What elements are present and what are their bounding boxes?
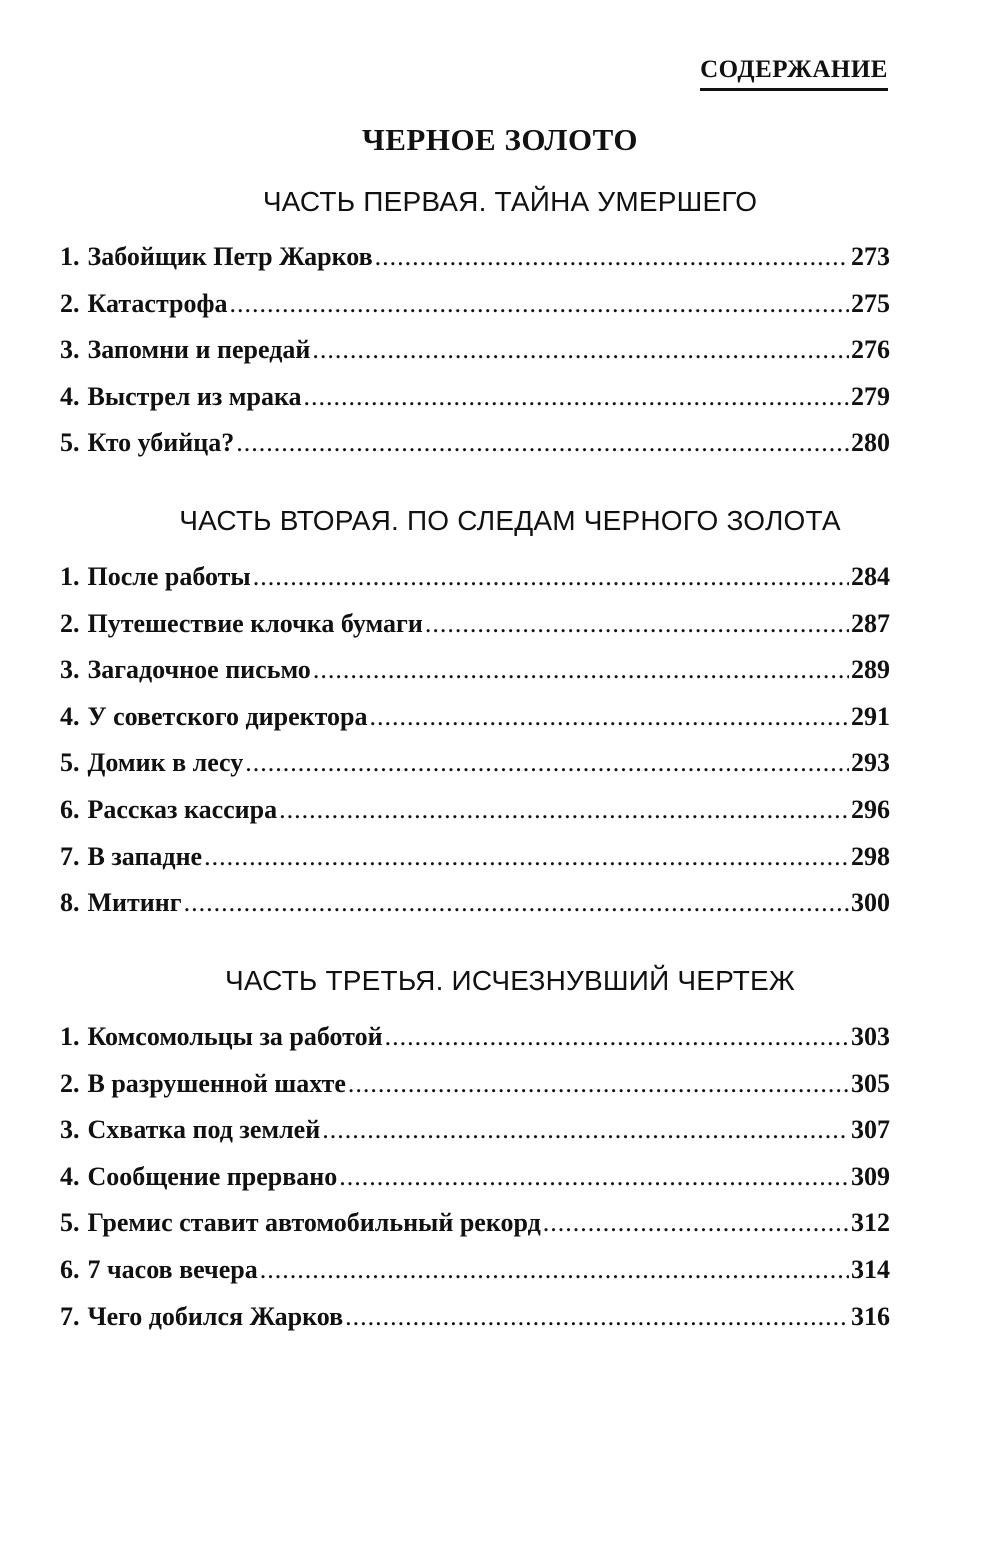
chapter-title: Гремис ставит автомобильный рекорд	[87, 1208, 541, 1238]
chapter-number: 2.	[60, 608, 80, 638]
dot-leader	[204, 842, 849, 872]
dot-leader	[236, 428, 849, 458]
chapter-title: Сообщение прервано	[87, 1161, 338, 1191]
chapter-page-number: 293	[851, 748, 890, 778]
dot-leader	[345, 1302, 849, 1332]
toc-entry	[60, 562, 890, 609]
dot-leader	[184, 888, 849, 918]
book-title: ЧЕРНОЕ ЗОЛОТО	[361, 122, 639, 157]
part-title-1: ЧАСТЬ ПЕРВАЯ. ТАЙНА УМЕРШЕГО	[262, 186, 758, 217]
chapter-title: В разрушенной шахте	[87, 1068, 346, 1098]
chapter-page-number: 289	[851, 655, 890, 685]
chapter-number: 5.	[60, 428, 80, 458]
dot-leader	[253, 562, 849, 592]
chapter-page-number: 298	[851, 841, 890, 871]
chapter-number: 5.	[60, 1208, 80, 1238]
chapter-number: 6.	[60, 794, 80, 824]
chapter-title: Митинг	[87, 888, 182, 918]
chapter-number: 3.	[60, 1115, 80, 1145]
toc-entry	[60, 1302, 890, 1349]
chapter-page-number: 305	[851, 1068, 890, 1098]
chapter-page-number: 314	[851, 1254, 890, 1284]
chapter-page-number: 287	[851, 608, 890, 638]
chapter-page-number: 279	[851, 381, 890, 411]
toc-list-part-2	[60, 562, 890, 935]
toc-entry	[60, 888, 890, 935]
toc-list-part-1	[60, 242, 890, 475]
chapter-number: 7.	[60, 1301, 80, 1331]
chapter-number: 4.	[60, 1161, 80, 1191]
toc-entry	[60, 1022, 890, 1069]
chapter-page-number: 307	[851, 1115, 890, 1145]
toc-entry	[60, 289, 890, 336]
toc-entry	[60, 242, 890, 289]
chapter-number: 4.	[60, 381, 80, 411]
toc-entry	[60, 428, 890, 475]
chapter-title: Кто убийца?	[87, 428, 235, 458]
part-title-3: ЧАСТЬ ТРЕТЬЯ. ИСЧЕЗНУВШИЙ ЧЕРТЕЖ	[225, 965, 795, 996]
dot-leader	[425, 609, 849, 639]
chapter-page-number: 273	[851, 242, 890, 271]
toc-entry	[60, 1069, 890, 1116]
chapter-number: 1.	[60, 242, 80, 271]
chapter-title: Путешествие клочка бумаги	[87, 608, 423, 638]
chapter-title: Чего добился Жарков	[87, 1301, 344, 1331]
chapter-title: Выстрел из мрака	[87, 381, 302, 411]
chapter-page-number: 316	[851, 1301, 890, 1331]
chapter-title: Катастрофа	[87, 288, 228, 318]
chapter-title: Схватка под землей	[87, 1115, 321, 1145]
chapter-page-number: 280	[851, 428, 890, 458]
chapter-title: Рассказ кассира	[87, 794, 278, 824]
dot-leader	[279, 795, 849, 825]
toc-entry	[60, 382, 890, 429]
dot-leader	[230, 289, 849, 319]
toc-entry	[60, 842, 890, 889]
chapter-title: Комсомольцы за работой	[87, 1022, 383, 1051]
chapter-number: 8.	[60, 888, 80, 918]
chapter-number: 2.	[60, 1068, 80, 1098]
dot-leader	[312, 335, 849, 365]
chapter-number: 6.	[60, 1254, 80, 1284]
toc-entry	[60, 702, 890, 749]
chapter-number: 5.	[60, 748, 80, 778]
running-head: СОДЕРЖАНИЕ	[700, 56, 888, 91]
part-title-2: ЧАСТЬ ВТОРАЯ. ПО СЛЕДАМ ЧЕРНОГО ЗОЛОТА	[179, 505, 841, 536]
toc-entry	[60, 1208, 890, 1255]
toc-entry	[60, 335, 890, 382]
toc-entry	[60, 1115, 890, 1162]
chapter-title: Домик в лесу	[87, 748, 244, 778]
dot-leader	[339, 1162, 849, 1192]
dot-leader	[375, 242, 849, 272]
toc-entry	[60, 609, 890, 656]
dot-leader	[369, 702, 849, 732]
chapter-title: Забойщик Петр Жарков	[87, 242, 373, 271]
toc-entry	[60, 795, 890, 842]
chapter-page-number: 309	[851, 1161, 890, 1191]
toc-entry	[60, 655, 890, 702]
chapter-page-number: 284	[851, 562, 890, 591]
chapter-page-number: 276	[851, 335, 890, 365]
chapter-title: 7 часов вечера	[87, 1254, 258, 1284]
chapter-page-number: 291	[851, 701, 890, 731]
chapter-page-number: 300	[851, 888, 890, 918]
chapter-title: Загадочное письмо	[87, 655, 311, 685]
chapter-page-number: 303	[851, 1022, 890, 1051]
dot-leader	[260, 1255, 849, 1285]
chapter-page-number: 275	[851, 288, 890, 318]
dot-leader	[245, 748, 849, 778]
chapter-title: Запомни и передай	[87, 335, 311, 365]
dot-leader	[348, 1069, 849, 1099]
chapter-page-number: 312	[851, 1208, 890, 1238]
dot-leader	[313, 655, 849, 685]
chapter-title: После работы	[87, 562, 251, 591]
dot-leader	[322, 1115, 849, 1145]
chapter-title: У советского директора	[87, 701, 368, 731]
chapter-number: 3.	[60, 655, 80, 685]
toc-entry	[60, 748, 890, 795]
toc-entry	[60, 1255, 890, 1302]
chapter-number: 4.	[60, 701, 80, 731]
dot-leader	[385, 1022, 849, 1052]
chapter-number: 2.	[60, 288, 80, 318]
chapter-number: 3.	[60, 335, 80, 365]
toc-list-part-3	[60, 1022, 890, 1348]
chapter-number: 1.	[60, 562, 80, 591]
chapter-page-number: 296	[851, 794, 890, 824]
dot-leader	[304, 382, 849, 412]
toc-entry	[60, 1162, 890, 1209]
chapter-number: 7.	[60, 841, 80, 871]
chapter-title: В западне	[87, 841, 203, 871]
dot-leader	[543, 1208, 849, 1238]
chapter-number: 1.	[60, 1022, 80, 1051]
